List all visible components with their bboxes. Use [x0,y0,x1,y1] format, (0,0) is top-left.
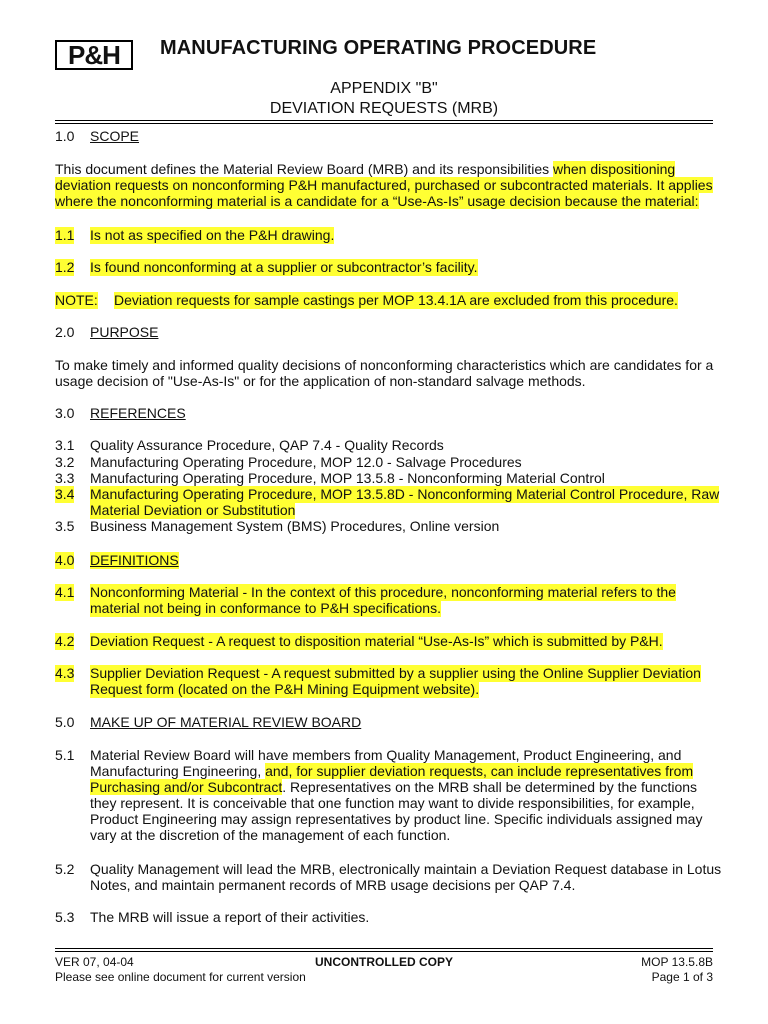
item-number: 5.3 [55,909,75,925]
mrb-5-1-line-4: they represent. It is conceivable that one function may want to divide responsibilities, for example, [90,795,695,811]
mrb-5-1-line-3 [90,779,697,796]
reference-3: Manufacturing Operating Procedure, MOP 13.5.8 - Nonconforming Material Control [90,470,605,486]
section-number: 1.0 [55,128,75,144]
footer-rule-bottom [55,951,713,952]
header-rule-top [55,120,713,121]
definition-3-line-2: Request form (located on the P&H Mining Equipment website). [90,681,480,697]
scope-paragraph-line-3 [55,193,699,210]
definition-3-line-1: Supplier Deviation Request - A request submitted by a supplier using the Online Supplier Deviation [90,665,701,681]
scope-highlight: deviation requests on nonconforming P&H manufactured, purchased or subcontracted materials. It applies [55,177,713,193]
item-number: 3.3 [55,470,75,486]
item-number: 5.1 [55,747,75,763]
scope-item-1: Is not as specified on the P&H drawing. [90,227,335,243]
mrb-text: Manufacturing Engineering, [90,763,266,779]
ph-logo [55,40,133,70]
scope-item-2: Is found nonconforming at a supplier or subcontractor’s facility. [90,259,478,275]
section-number: 4.0 [55,552,75,568]
scope-paragraph-line-1 [55,161,675,178]
scope-highlight: when dispositioning [553,161,676,177]
footer-page-number: Page 1 of 3 [651,970,713,984]
mrb-highlight: and, for supplier deviation requests, can include representatives from [265,763,694,779]
logo-text: P&H [68,40,120,70]
item-number: 1.1 [55,227,75,243]
section-heading-scope: SCOPE [90,128,140,144]
reference-1: Quality Assurance Procedure, QAP 7.4 - Quality Records [90,437,444,453]
section-heading-definitions: DEFINITIONS [90,552,179,568]
footer-status: UNCONTROLLED COPY [315,955,453,969]
item-number: 4.2 [55,633,75,649]
item-number: 3.1 [55,437,75,453]
mrb-5-1-line-5: Product Engineering may assign representatives by product line. Specific individuals assigned may [90,811,703,827]
scope-text: This document defines the Material Review Board (MRB) and its responsibilities [55,161,553,177]
document-title: MANUFACTURING OPERATING PROCEDURE [160,37,597,59]
appendix-label: APPENDIX "B" [330,80,438,97]
reference-4-line-1: Manufacturing Operating Procedure, MOP 13.5.8D - Nonconforming Material Control Procedure, Raw [90,486,720,502]
mrb-5-1-line-1: Material Review Board will have members from Quality Management, Product Engineering, and [90,747,682,763]
definition-1-line-1: Nonconforming Material - In the context of this procedure, nonconforming material refers to the [90,584,676,600]
mrb-5-1-line-2 [90,763,693,780]
reference-4-line-2: Material Deviation or Substitution [90,502,296,518]
section-number: 5.0 [55,714,75,730]
note-text: Deviation requests for sample castings per MOP 13.4.1A are excluded from this procedure. [114,292,678,308]
mrb-5-2-line-1: Quality Management will lead the MRB, electronically maintain a Deviation Request database in Lotus [90,861,722,877]
scope-highlight: where the nonconforming material is a candidate for a “Use-As-Is” usage decision because the material: [55,193,699,209]
item-number: 4.1 [55,584,75,600]
item-number: 3.2 [55,454,75,470]
reference-2: Manufacturing Operating Procedure, MOP 12.0 - Salvage Procedures [90,454,522,470]
section-heading-mrb: MAKE UP OF MATERIAL REVIEW BOARD [90,714,362,730]
purpose-line-2: usage decision of "Use-As-Is" or for the application of non-standard salvage methods. [55,373,586,389]
mrb-highlight: Purchasing and/or Subcontract [90,779,283,795]
note-label: NOTE: [55,292,98,308]
mrb-5-3: The MRB will issue a report of their activities. [90,909,370,925]
footer-note: Please see online document for current version [55,970,306,984]
mrb-text: . Representatives on the MRB shall be determined by the functions [282,779,698,795]
section-number: 2.0 [55,324,75,340]
footer-version: VER 07, 04-04 [55,955,134,969]
item-number: 3.5 [55,518,75,534]
item-number: 1.2 [55,259,75,275]
definition-1-line-2: material not being in conformance to P&H specifications. [90,600,441,616]
mrb-5-2-line-2: Notes, and maintain permanent records of MRB usage decisions per QAP 7.4. [90,877,576,893]
definition-2: Deviation Request - A request to disposition material “Use-As-Is” which is submitted by P&H. [90,633,663,649]
footer-rule-top [55,948,713,949]
item-number: 4.3 [55,665,75,681]
scope-paragraph-line-2 [55,177,713,194]
section-heading-references: REFERENCES [90,405,186,421]
item-number: 3.4 [55,486,75,502]
header-rule-bottom [55,123,713,124]
item-number: 5.2 [55,861,75,877]
purpose-line-1: To make timely and informed quality decisions of nonconforming characteristics which are candidates for a [55,357,714,373]
footer-doc-id: MOP 13.5.8B [641,955,713,969]
section-heading-purpose: PURPOSE [90,324,159,340]
document-subtitle: DEVIATION REQUESTS (MRB) [269,100,499,117]
reference-5: Business Management System (BMS) Procedures, Online version [90,518,500,534]
section-number: 3.0 [55,405,75,421]
mrb-5-1-line-6: vary at the discretion of the management of each function. [90,827,451,843]
